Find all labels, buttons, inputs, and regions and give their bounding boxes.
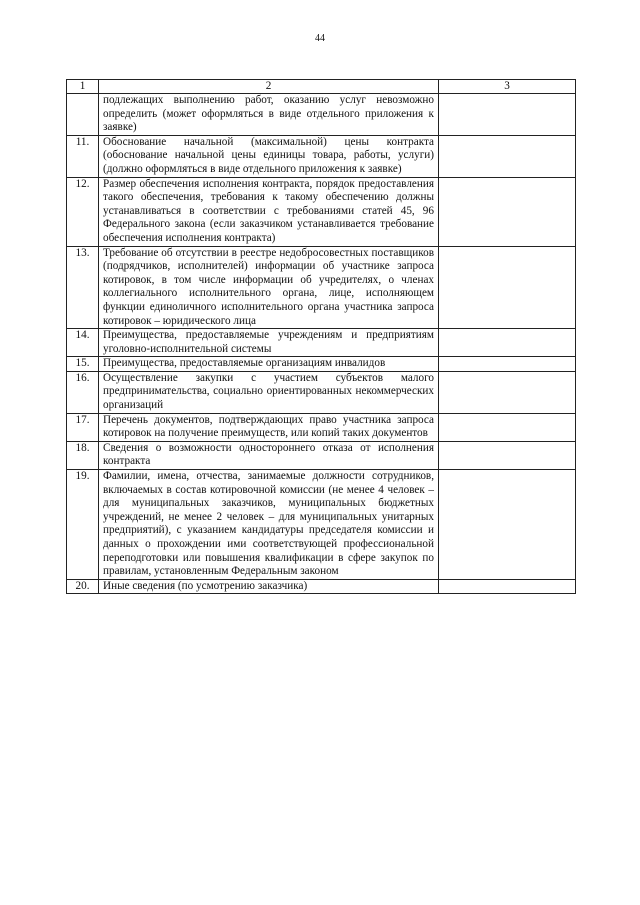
table-row bbox=[67, 94, 576, 136]
table-row bbox=[67, 413, 576, 441]
row-value-cell bbox=[439, 135, 576, 177]
row-value-cell bbox=[439, 329, 576, 357]
row-number: 19. bbox=[67, 470, 99, 580]
row-text: Требование об отсутствии в реестре недобросовестных поставщиков (подрядчиков, исполнителей) информации об участнике запроса котировок, в том числе информации об учредителях, о членах коллегиального исполнительного органа, лице, исполняющем функции единоличного исполнительного органа участника запроса котировок – юридического лица bbox=[99, 246, 439, 329]
table-row bbox=[67, 579, 576, 594]
row-text: Фамилии, имена, отчества, занимаемые должности сотрудников, включаемых в состав котировочной комиссии (не менее 4 человек – для муниципальных заказчиков, муниципальных бюджетных учреждений, не менее 2 человек – для муниципальных унитарных предприятий), с указанием кандидатуры председателя комиссии и данных о прохождении ими соответствующей профессиональной переподготовки или повышения квалификации в сфере закупок по правилам, установленным Федеральным законом bbox=[99, 470, 439, 580]
page-number: 44 bbox=[315, 33, 325, 44]
table-row bbox=[67, 470, 576, 580]
row-value-cell bbox=[439, 246, 576, 329]
row-value-cell bbox=[439, 94, 576, 136]
row-text: Сведения о возможности одностороннего отказа от исполнения контракта bbox=[99, 441, 439, 469]
table-row bbox=[67, 177, 576, 246]
column-header-1: 1 bbox=[67, 80, 99, 94]
row-number: 11. bbox=[67, 135, 99, 177]
row-value-cell bbox=[439, 371, 576, 413]
row-value-cell bbox=[439, 470, 576, 580]
row-value-cell bbox=[439, 357, 576, 372]
row-number: 16. bbox=[67, 371, 99, 413]
row-value-cell bbox=[439, 413, 576, 441]
row-text: Преимущества, предоставляемые учреждениям и предприятиям уголовно-исполнительной системы bbox=[99, 329, 439, 357]
row-number: 18. bbox=[67, 441, 99, 469]
row-number: 12. bbox=[67, 177, 99, 246]
row-text: Обоснование начальной (максимальной) цены контракта (обоснование начальной цены единицы товара, работы, услуги) (должно оформляться в виде отдельного приложения к заявке) bbox=[99, 135, 439, 177]
row-value-cell bbox=[439, 579, 576, 594]
table-row bbox=[67, 246, 576, 329]
table-row bbox=[67, 329, 576, 357]
row-number: 20. bbox=[67, 579, 99, 594]
row-value-cell bbox=[439, 177, 576, 246]
row-text: Перечень документов, подтверждающих право участника запроса котировок на получение преимуществ, или копий таких документов bbox=[99, 413, 439, 441]
row-text: Иные сведения (по усмотрению заказчика) bbox=[99, 579, 439, 594]
row-text: Преимущества, предоставляемые организациям инвалидов bbox=[99, 357, 439, 372]
table-header-row bbox=[67, 80, 576, 94]
column-header-3: 3 bbox=[439, 80, 576, 94]
table-row bbox=[67, 357, 576, 372]
table-row bbox=[67, 441, 576, 469]
row-text: Размер обеспечения исполнения контракта, порядок предоставления такого обеспечения, требования к такому обеспечению должны устанавливаться в соответствии с требованиями статей 45, 96 Федерального закона (если заказчиком устанавливается требование обеспечения исполнения контракта) bbox=[99, 177, 439, 246]
row-text: подлежащих выполнению работ, оказанию услуг невозможно определить (может оформляться в виде отдельного приложения к заявке) bbox=[99, 94, 439, 136]
table-row bbox=[67, 371, 576, 413]
requirements-table bbox=[66, 79, 576, 594]
row-number: 14. bbox=[67, 329, 99, 357]
row-number: 15. bbox=[67, 357, 99, 372]
row-number: 17. bbox=[67, 413, 99, 441]
row-number: 13. bbox=[67, 246, 99, 329]
table-row bbox=[67, 135, 576, 177]
column-header-2: 2 bbox=[99, 80, 439, 94]
row-number bbox=[67, 94, 99, 136]
row-value-cell bbox=[439, 441, 576, 469]
row-text: Осуществление закупки с участием субъектов малого предпринимательства, социально ориентированных некоммерческих организаций bbox=[99, 371, 439, 413]
